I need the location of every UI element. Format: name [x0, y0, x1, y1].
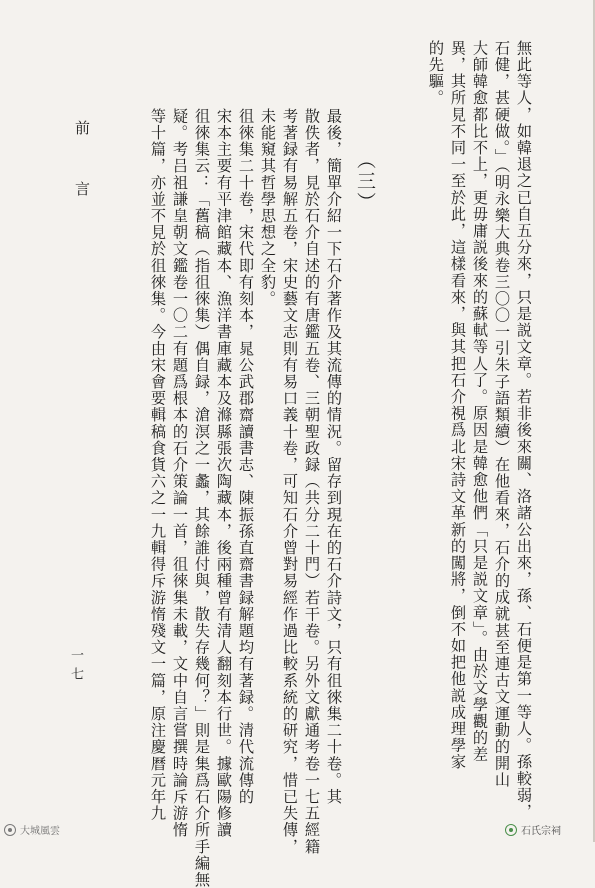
text-column: 疑。考吕祖謙皇朝文鑑卷一〇二有題爲根本的石介策論一首，徂徠集未載，文中自言嘗撰時論斥游惰	[171, 108, 189, 839]
running-head: 前 言	[73, 120, 91, 210]
text-column: 無此等人，如韓退之已自五分來，只是説文章。若非後來關、洛諸公出來，孫、石便是第一等人。孫較弱，	[515, 40, 533, 821]
text-column: 宋本主要有平津館藏本、漁洋書庫藏本及滌縣張次陶藏本，後兩種曾有清人翻刻本行世。據歐陽修讀	[215, 108, 233, 839]
text-column: 散佚者，見於石介自述的有唐鑑五卷、三朝聖政録（共分二十門）若干卷。另外文獻通考卷一七五經籍	[303, 108, 321, 855]
text-column: 石健，甚硬做。」（明永樂大典卷三〇〇一引朱子語類續）在他看來，石介的成就甚至連古文運動的開山	[493, 40, 511, 789]
text-column: 最後，簡單介紹一下石介著作及其流傳的情況。留存到現在的石介詩文，只有徂徠集二十卷。其	[325, 108, 343, 806]
text-column: 異，其所見不同一至於此，這樣看來，與其把石介視爲北宋詩文革新的闖將，倒不如把他説成理學家	[449, 40, 467, 771]
watermark-left	[4, 822, 60, 837]
page-number: 一七	[68, 648, 83, 686]
watermark-right	[505, 822, 561, 837]
text-column: 的先驅。	[427, 40, 445, 107]
text-column: 大師韓愈都比不上，更毋庸説後來的蘇軾等人了。原因是韓愈他們「只是説文章」。由於文學觀的差	[471, 40, 489, 763]
section-heading: （三）	[354, 150, 376, 213]
text-column: 徂徠集云：「舊稿（指徂徠集）偶自録，滄溟之一蠡，其餘誰付與，散失存幾何？」則是集爲石介所手編無	[193, 108, 211, 888]
text-column: 等十篇，亦並不見於徂徠集。今由宋會要輯稿食貨六之一九輯得斥游惰殘文一篇，原注慶曆元年九	[149, 108, 167, 822]
text-column: 徂徠集二十卷，宋代即有刻本，晁公武郡齋讀書志、陳振孫直齋書録解題均有著録。清代流傳的	[237, 108, 255, 806]
weibo-icon	[4, 824, 16, 836]
text-column: 考著録有易解五卷，宋史藝文志則有易口義十卷，可知石介曾對易經作過比較系統的研究，惜已失傳，	[281, 108, 299, 855]
text-column: 未能窺其哲學思想之全豹。	[259, 108, 277, 308]
watermark-left-text: 大城風雲	[20, 826, 60, 837]
watermark-right-text: 石氏宗祠	[521, 826, 561, 837]
wechat-icon	[505, 824, 517, 836]
